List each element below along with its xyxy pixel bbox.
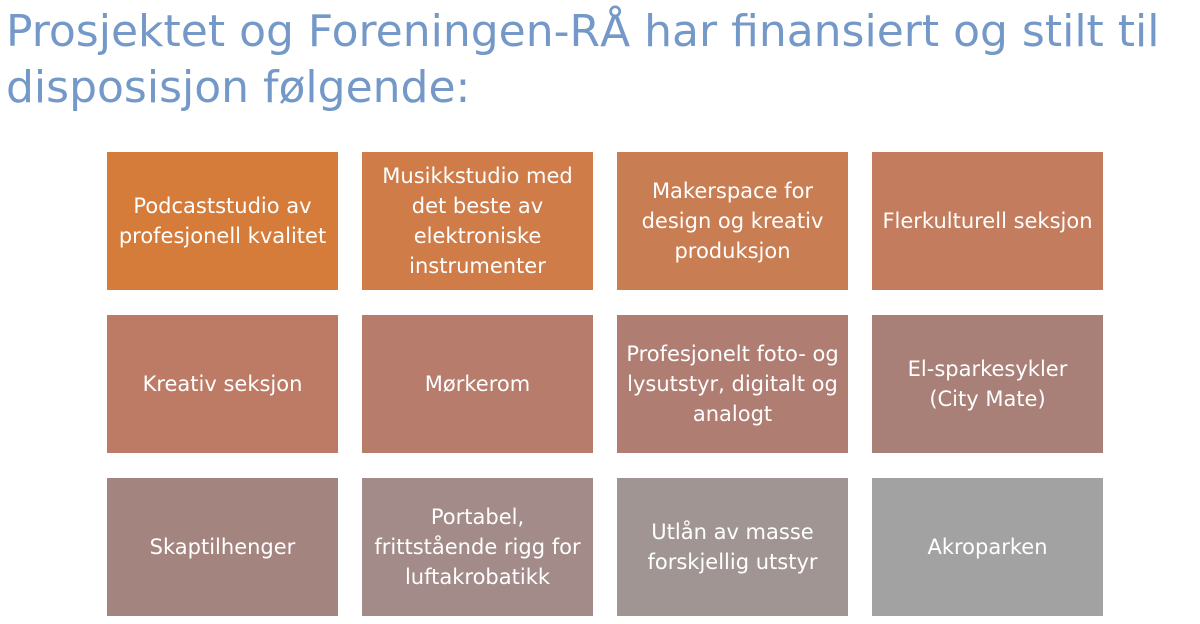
tile-foto-lysutstyr	[617, 315, 848, 453]
tile-label: Podcaststudio av profesjonell kvalitet	[118, 194, 327, 248]
slide-title-line-1: Prosjektet og Foreningen-RÅ har finansiert og stilt til	[6, 6, 1160, 57]
tile-label: Flerkulturell seksjon	[882, 209, 1093, 233]
tile-utlan-utstyr	[617, 478, 848, 616]
tile-flerkulturell-seksjon	[872, 152, 1103, 290]
tile-label: Skaptilhenger	[149, 535, 296, 559]
tile-makerspace	[617, 152, 848, 290]
slide-title-line-2: disposisjon følgende:	[6, 62, 471, 113]
items-grid	[107, 152, 1104, 616]
tile-label: Portabel, frittstående rigg for luftakrobatikk	[374, 505, 581, 589]
tile-label: Kreativ seksjon	[142, 372, 303, 396]
tile-label: El-sparkesykler (City Mate)	[907, 357, 1068, 411]
tile-label: Akroparken	[927, 535, 1048, 559]
tile-musikkstudio	[362, 152, 593, 290]
tile-skaptilhenger	[107, 478, 338, 616]
tile-label: Mørkerom	[424, 372, 531, 396]
tile-podcaststudio	[107, 152, 338, 290]
tile-el-sparkesykler	[872, 315, 1103, 453]
tile-label: Profesjonelt foto- og lysutstyr, digitalt og analogt	[626, 342, 839, 426]
tile-label: Utlån av masse forskjellig utstyr	[647, 520, 818, 574]
tile-akroparken	[872, 478, 1103, 616]
tile-kreativ-seksjon	[107, 315, 338, 453]
tile-label: Makerspace for design og kreativ produksjon	[641, 179, 824, 263]
tile-luftakrobatikk-rigg	[362, 478, 593, 616]
tile-label: Musikkstudio med det beste av elektroniske instrumenter	[382, 164, 573, 278]
tile-morkerom	[362, 315, 593, 453]
slide-title	[6, 4, 1200, 116]
